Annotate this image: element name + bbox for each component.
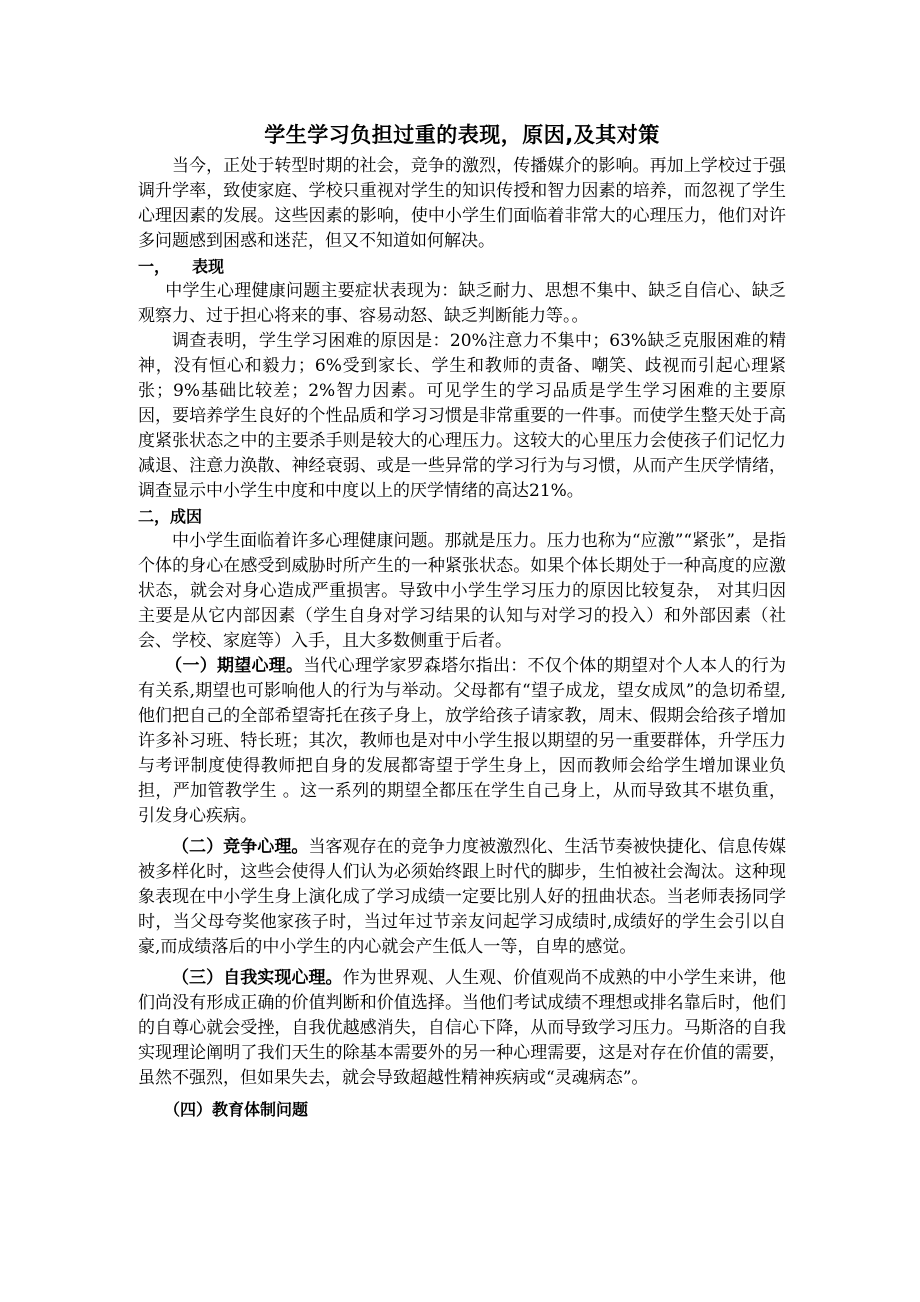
section-1-heading	[138, 254, 786, 279]
section-1-title: 表现	[192, 257, 225, 276]
cause-item-education-system-heading: （四）教育体制问题	[164, 1100, 309, 1119]
intro-paragraph: 当今，正处于转型时期的社会，竞争的激烈，传播媒介的影响。再加上学校过于强调升学率，致使家庭、学校只重视对学生的知识传授和智力因素的培养，而忽视了学生心理因素的发展。这些因素的影响，使中小学生们面临着非常大的心理压力，他们对许多问题感到困惑和迷茫，但又不知道如何解决。	[138, 156, 786, 251]
cause-item-label: （一）期望心理。	[165, 656, 304, 676]
cause-item-competition	[138, 835, 786, 960]
cause-item-self-actualization	[138, 966, 786, 1091]
cause-item-expectation	[138, 654, 786, 829]
cause-item-label: （三）自我实现心理。	[172, 968, 343, 988]
cause-item-text: 当代心理学家罗森塔尔指出：不仅个体的期望对个人本人的行为有关系,期望也可影响他人的行为与举动。父母都有“望子成龙，望女成凤”的急切希望,他们把自己的全部希望寄托在孩子身上，放学给孩子请家教，周末、假期会给孩子增加许多补习班、特长班；其次，教师也是对中小学生报以期望的另一重要群体，升学压力与考评制度使得教师把自身的发展都寄望于学生身上，因而教师会给学生增加课业负担，严加管教学生 。这一系列的期望全都压在学生自己身上，从而导致其不堪负重，引发身心疾病。	[138, 656, 787, 826]
section-2-heading: 二，成因	[138, 507, 203, 526]
document-page	[138, 118, 786, 1122]
cause-item-label: （二）竞争心理。	[172, 837, 309, 857]
section-1-paragraph-1: 中学生心理健康问题主要症状表现为：缺乏耐力、思想不集中、缺乏自信心、缺乏观察力、过于担心将来的事、容易动怒、缺乏判断能力等。。	[138, 281, 786, 326]
cause-item-text: 当客观存在的竞争力度被激烈化、生活节奏被快捷化、信息传媒被多样化时，这些会使得人们认为必须始终跟上时代的脚步，生怕被社会淘汰。这种现象表现在中小学生身上演化成了学习成绩一定要比别人好的扭曲状态。当老师表扬同学时，当父母夸奖他家孩子时，当过年过节亲友问起学习成绩时,成绩好的学生会引以自豪,而成绩落后的中小学生的内心就会产生低人一等，自卑的感觉。	[138, 837, 787, 957]
cause-item-text: 作为世界观、人生观、价值观尚不成熟的中小学生来讲，他们尚没有形成正确的价值判断和价值选择。当他们考试成绩不理想或排名靠后时，他们的自尊心就会受挫，自我优越感消失，自信心下降，从而导致学习压力。马斯洛的自我实现理论阐明了我们天生的除基本需要外的另一种心理需要，这是对存在价值的需要，虽然不强烈，但如果失去，就会导致超越性精神疾病或“灵魂病态”。	[138, 968, 787, 1088]
section-2-intro: 中小学生面临着许多心理健康问题。那就是压力。压力也称为“应激”“紧张”，是指个体的身心在感受到威胁时所产生的一种紧张状态。如果个体长期处于一种高度的应激状态，就会对身心造成严重损害。导致中小学生学习压力的原因比较复杂， 对其归因主要是从它内部因素（学生自身对学习结果的认知与对学习的投入）和外部因素（社会、学校、家庭等）入手，且大多数侧重于后者。	[138, 531, 786, 651]
section-1-paragraph-2: 调查表明，学生学习困难的原因是：20%注意力不集中；63%缺乏克服困难的精神，没有恒心和毅力；6%受到家长、学生和教师的责备、嘲笑、歧视而引起心理紧张；9%基础比较差；2%智力因素。可见学生的学习品质是学生学习困难的主要原因，要培养学生良好的个性品质和学习习惯是非常重要的一件事。而使学生整天处于高度紧张状态之中的主要杀手则是较大的心理压力。这较大的心里压力会使孩子们记忆力减退、注意力涣散、神经衰弱、或是一些异常的学习行为与习惯，从而产生厌学情绪，调查显示中小学生中度和中度以上的厌学情绪的高达21%。	[138, 331, 786, 501]
section-1-number: 一，	[138, 257, 171, 276]
document-title: 学生学习负担过重的表现，原因,及其对策	[264, 123, 660, 147]
